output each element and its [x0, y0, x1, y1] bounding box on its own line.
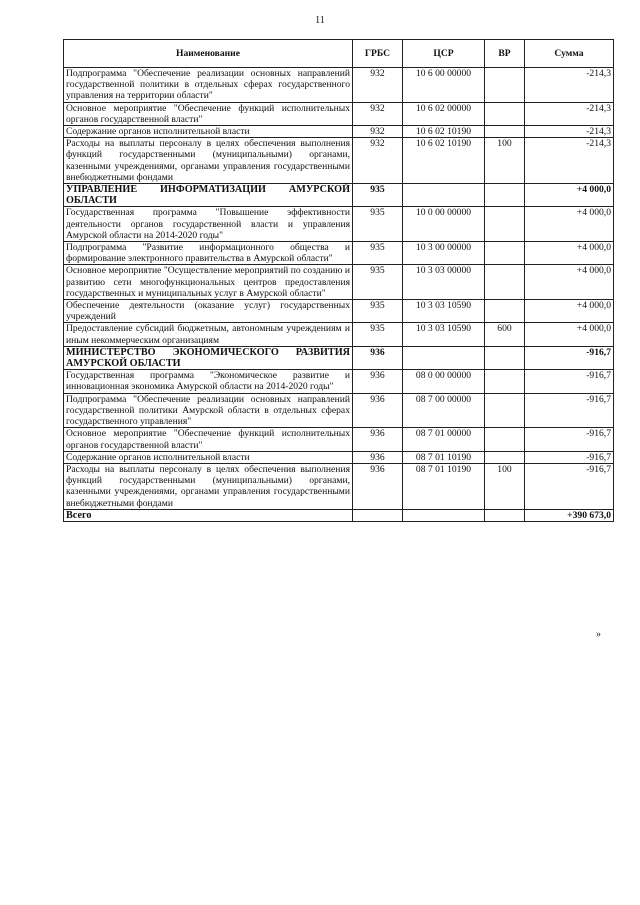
cell-vr — [485, 184, 525, 207]
cell-name: Содержание органов исполнительной власти — [64, 451, 353, 463]
cell-grbs: 936 — [353, 428, 403, 451]
table-row — [64, 393, 614, 428]
header-name: Наименование — [64, 40, 353, 68]
cell-csr: 08 7 01 10190 — [403, 451, 485, 463]
table-row — [64, 346, 614, 369]
cell-grbs: 932 — [353, 102, 403, 125]
cell-csr: 10 3 00 00000 — [403, 242, 485, 265]
cell-sum: -916,7 — [525, 428, 614, 451]
cell-csr — [403, 184, 485, 207]
table-row — [64, 451, 614, 463]
table-row — [64, 102, 614, 125]
page-number: 11 — [315, 15, 325, 26]
cell-csr: 08 7 01 00000 — [403, 428, 485, 451]
header-sum: Сумма — [525, 40, 614, 68]
table-row — [64, 509, 614, 521]
cell-sum: +390 673,0 — [525, 509, 614, 521]
cell-csr: 10 6 00 00000 — [403, 68, 485, 103]
cell-sum: -214,3 — [525, 102, 614, 125]
cell-sum: -916,7 — [525, 370, 614, 393]
table-row — [64, 184, 614, 207]
cell-csr: 10 3 03 10590 — [403, 323, 485, 346]
cell-grbs: 936 — [353, 370, 403, 393]
cell-grbs: 936 — [353, 451, 403, 463]
table-body — [64, 68, 614, 522]
table-row — [64, 323, 614, 346]
cell-csr: 08 7 01 10190 — [403, 463, 485, 509]
cell-name: УПРАВЛЕНИЕ ИНФОРМАТИЗАЦИИ АМУРСКОЙ ОБЛАСТИ — [64, 184, 353, 207]
cell-vr — [485, 428, 525, 451]
cell-vr — [485, 451, 525, 463]
cell-vr — [485, 346, 525, 369]
cell-grbs — [353, 509, 403, 521]
table-row — [64, 126, 614, 138]
cell-csr: 10 6 02 10190 — [403, 126, 485, 138]
table-row — [64, 300, 614, 323]
cell-name: Подпрограмма "Обеспечение реализации основных направлений государственной политики в отдельных сферах государственного управления на территории области" — [64, 68, 353, 103]
cell-name: МИНИСТЕРСТВО ЭКОНОМИЧЕСКОГО РАЗВИТИЯ АМУРСКОЙ ОБЛАСТИ — [64, 346, 353, 369]
cell-sum: +4 000,0 — [525, 323, 614, 346]
closing-quote-mark: » — [596, 629, 601, 640]
cell-csr: 10 6 02 00000 — [403, 102, 485, 125]
cell-name: Подпрограмма "Развитие информационного общества и формирование электронного правительства в Амурской области" — [64, 242, 353, 265]
cell-sum: -916,7 — [525, 346, 614, 369]
cell-name: Основное мероприятие "Осуществление мероприятий по созданию и развитию сети многофункциональных центров предоставления государственных и муниципальных услуг в Амурской области" — [64, 265, 353, 300]
table-header-row — [64, 40, 614, 68]
cell-name: Расходы на выплаты персоналу в целях обеспечения выполнения функций государственными (муниципальными) органами, казенными учреждениями, органами управления государственными внебюджетными фондами — [64, 463, 353, 509]
header-vr: ВР — [485, 40, 525, 68]
cell-name: Обеспечение деятельности (оказание услуг) государственных учреждений — [64, 300, 353, 323]
cell-csr — [403, 509, 485, 521]
table-row — [64, 265, 614, 300]
cell-sum: +4 000,0 — [525, 242, 614, 265]
cell-csr: 08 7 00 00000 — [403, 393, 485, 428]
cell-vr — [485, 509, 525, 521]
cell-sum: -916,7 — [525, 463, 614, 509]
header-csr: ЦСР — [403, 40, 485, 68]
cell-name: Содержание органов исполнительной власти — [64, 126, 353, 138]
cell-grbs: 935 — [353, 207, 403, 242]
cell-name: Подпрограмма "Обеспечение реализации основных направлений государственной политики Амурской области в отдельных сферах государственного управления" — [64, 393, 353, 428]
cell-vr: 100 — [485, 138, 525, 184]
cell-vr — [485, 300, 525, 323]
cell-name: Предоставление субсидий бюджетным, автономным учреждениям и иным некоммерческим организациям — [64, 323, 353, 346]
cell-vr — [485, 68, 525, 103]
cell-csr: 08 0 00 00000 — [403, 370, 485, 393]
cell-sum: -916,7 — [525, 451, 614, 463]
cell-grbs: 935 — [353, 265, 403, 300]
cell-grbs: 932 — [353, 138, 403, 184]
cell-sum: +4 000,0 — [525, 207, 614, 242]
cell-vr: 600 — [485, 323, 525, 346]
cell-name: Государственная программа "Повышение эффективности деятельности органов государственной власти и управления Амурской области на 2014-2020 годы" — [64, 207, 353, 242]
table-row — [64, 370, 614, 393]
cell-sum: -214,3 — [525, 138, 614, 184]
table-row — [64, 68, 614, 103]
cell-name: Государственная программа "Экономическое развитие и инновационная экономика Амурской области на 2014-2020 годы" — [64, 370, 353, 393]
cell-grbs: 932 — [353, 68, 403, 103]
cell-name: Всего — [64, 509, 353, 521]
table-row — [64, 207, 614, 242]
cell-csr: 10 0 00 00000 — [403, 207, 485, 242]
cell-sum: +4 000,0 — [525, 184, 614, 207]
cell-sum: +4 000,0 — [525, 300, 614, 323]
cell-vr: 100 — [485, 463, 525, 509]
cell-sum: -916,7 — [525, 393, 614, 428]
cell-grbs: 936 — [353, 463, 403, 509]
cell-grbs: 935 — [353, 184, 403, 207]
cell-csr — [403, 346, 485, 369]
cell-vr — [485, 102, 525, 125]
cell-grbs: 935 — [353, 323, 403, 346]
cell-vr — [485, 393, 525, 428]
cell-grbs: 936 — [353, 393, 403, 428]
cell-vr — [485, 265, 525, 300]
cell-vr — [485, 370, 525, 393]
cell-csr: 10 6 02 10190 — [403, 138, 485, 184]
header-grbs: ГРБС — [353, 40, 403, 68]
cell-vr — [485, 207, 525, 242]
cell-grbs: 935 — [353, 242, 403, 265]
cell-sum: -214,3 — [525, 68, 614, 103]
table-row — [64, 463, 614, 509]
cell-sum: -214,3 — [525, 126, 614, 138]
table-row — [64, 138, 614, 184]
cell-grbs: 935 — [353, 300, 403, 323]
cell-grbs: 936 — [353, 346, 403, 369]
cell-csr: 10 3 03 10590 — [403, 300, 485, 323]
budget-table — [63, 39, 614, 522]
cell-csr: 10 3 03 00000 — [403, 265, 485, 300]
table-row — [64, 428, 614, 451]
cell-name: Расходы на выплаты персоналу в целях обеспечения выполнения функций государственными (муниципальными) органами, казенными учреждениями, органами управления государственными внебюджетными фондами — [64, 138, 353, 184]
table-row — [64, 242, 614, 265]
cell-vr — [485, 242, 525, 265]
cell-grbs: 932 — [353, 126, 403, 138]
cell-vr — [485, 126, 525, 138]
cell-name: Основное мероприятие "Обеспечение функций исполнительных органов государственной власти" — [64, 102, 353, 125]
cell-name: Основное мероприятие "Обеспечение функций исполнительных органов государственной власти" — [64, 428, 353, 451]
cell-sum: +4 000,0 — [525, 265, 614, 300]
